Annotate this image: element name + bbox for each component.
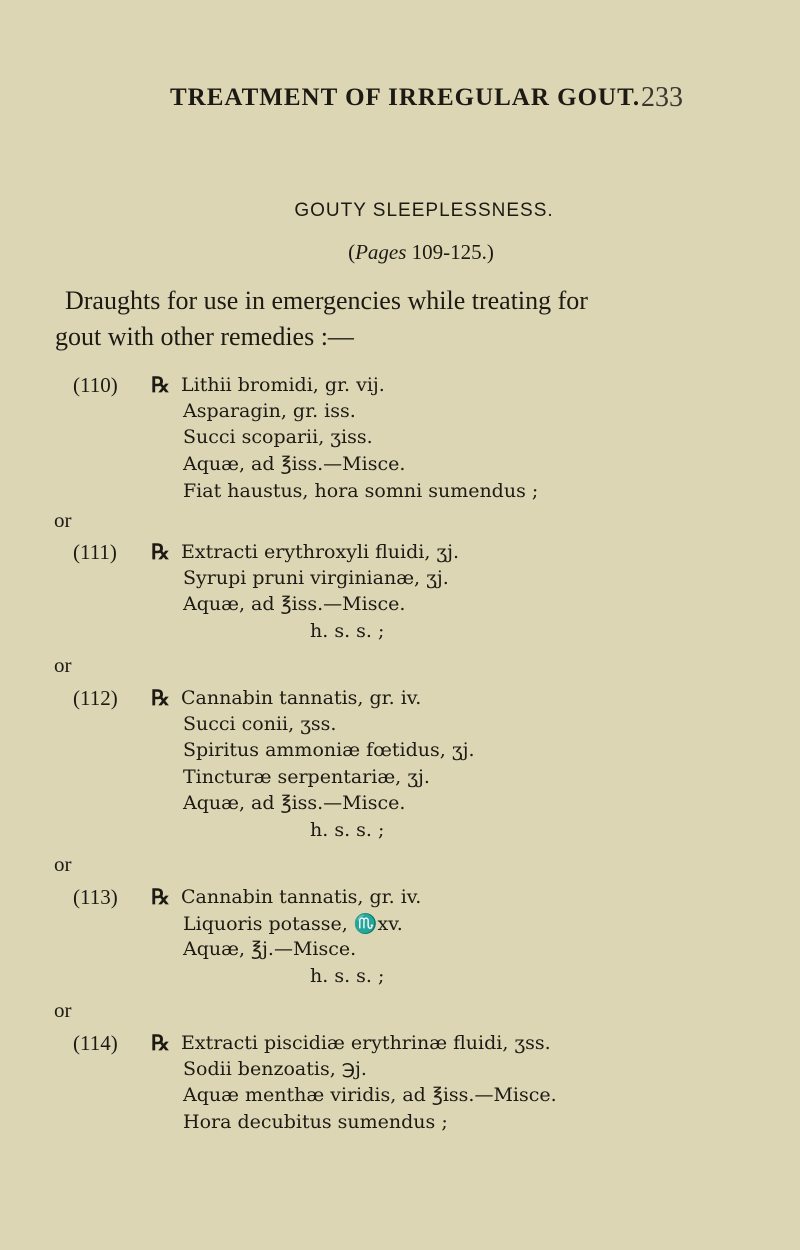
pages-reference: (Pages 109-125.) <box>348 240 494 264</box>
prescription-line: Tincturæ serpentariæ, ʒj. <box>183 766 430 788</box>
recipe-symbol: ℞ <box>151 885 170 909</box>
prescription-line: Aquæ, ℥j.—Misce. <box>183 938 357 960</box>
prescription-line: Succi conii, ʒss. <box>183 713 337 735</box>
pages-range: 109-125. <box>411 240 487 264</box>
prescription-line: Sodii benzoatis, ℈j. <box>183 1058 367 1080</box>
prescription-line: Aquæ menthæ viridis, ad ℥iss.—Misce. <box>183 1084 557 1106</box>
prescription-line: Spiritus ammoniæ fœtidus, ʒj. <box>183 739 475 761</box>
or-connector: or <box>54 852 72 876</box>
prescription-line: Syrupi pruni virginianæ, ʒj. <box>183 567 449 589</box>
page-number: 233 <box>641 82 683 113</box>
recipe-symbol: ℞ <box>151 1031 170 1055</box>
prescription-line: Aquæ, ad ℥iss.—Misce. <box>183 593 406 615</box>
intro-line-2: gout with other remedies :— <box>55 322 354 351</box>
prescription-line: Aquæ, ad ℥iss.—Misce. <box>183 453 406 475</box>
prescription-line: Fiat haustus, hora somni sumendus ; <box>183 480 539 502</box>
prescription-line: Asparagin, gr. iss. <box>183 400 356 422</box>
prescription-line: Aquæ, ad ℥iss.—Misce. <box>183 792 406 814</box>
recipe-symbol: ℞ <box>151 686 170 710</box>
or-connector: or <box>54 998 72 1022</box>
prescription-line: h. s. s. ; <box>310 620 385 642</box>
prescription-line: Liquoris potasse, ♏xv. <box>183 913 403 935</box>
recipe-symbol: ℞ <box>151 373 170 397</box>
prescription-line: Cannabin tannatis, gr. iv. <box>181 886 422 908</box>
intro-paragraph <box>55 283 735 355</box>
prescription-line: Extracti piscidiæ erythrinæ fluidi, ʒss. <box>181 1032 551 1054</box>
section-title: GOUTY SLEEPLESSNESS. <box>294 200 554 221</box>
prescription-line: Cannabin tannatis, gr. iv. <box>181 687 422 709</box>
pages-label: Pages <box>355 240 407 264</box>
recipe-symbol: ℞ <box>151 540 170 564</box>
prescription-number-110: (110) <box>73 373 118 397</box>
prescription-number-112: (112) <box>73 686 118 710</box>
prescription-line: Lithii bromidi, gr. vij. <box>181 374 385 396</box>
prescription-line: h. s. s. ; <box>310 819 385 841</box>
prescription-number-113: (113) <box>73 885 118 909</box>
prescription-line: Extracti erythroxyli fluidi, ʒj. <box>181 541 460 563</box>
prescription-line: Succi scoparii, ʒiss. <box>183 426 373 448</box>
prescription-number-114: (114) <box>73 1031 118 1055</box>
or-connector: or <box>54 653 72 677</box>
intro-line-1: Draughts for use in emergencies while treating for <box>65 286 588 315</box>
prescription-line: h. s. s. ; <box>310 965 385 987</box>
or-connector: or <box>54 508 72 532</box>
running-header-title: TREATMENT OF IRREGULAR GOUT. <box>170 84 641 111</box>
prescription-number-111: (111) <box>73 540 117 564</box>
prescription-line: Hora decubitus sumendus ; <box>183 1111 448 1133</box>
